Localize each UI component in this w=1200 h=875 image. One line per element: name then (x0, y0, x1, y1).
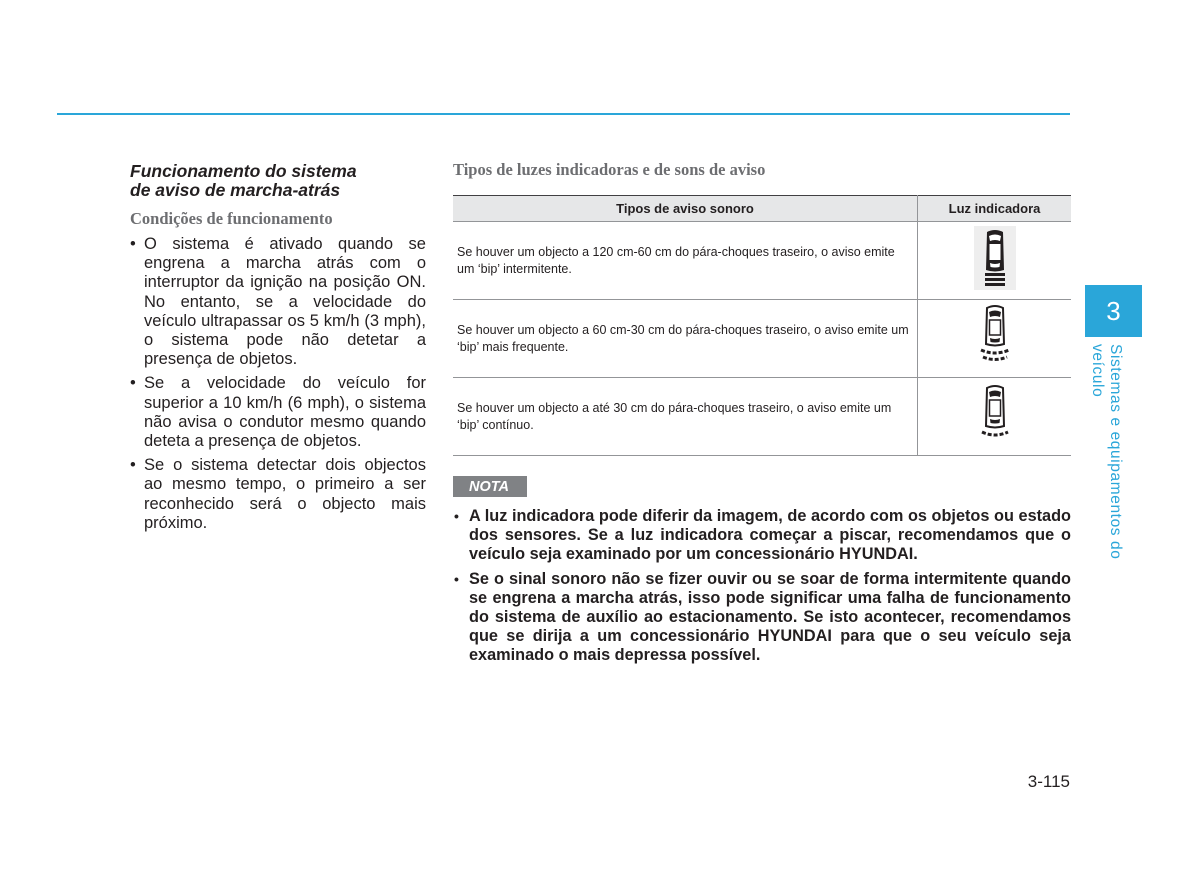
table-title: Tipos de luzes indicadoras e de sons de aviso (453, 160, 766, 179)
note-badge: NOTA (453, 476, 527, 497)
rear-sensor-far-icon (973, 226, 1017, 290)
chapter-number-tab: 3 (1085, 285, 1142, 337)
table-header-row (453, 196, 1071, 222)
table-cell-description: Se houver um objecto a até 30 cm do pára-choques traseiro, o aviso emite um ‘bip’ contínuo. (453, 378, 918, 456)
header-indicator: Luz indicadora (918, 196, 1072, 222)
left-column (130, 162, 426, 538)
table-row (453, 300, 1071, 378)
subtitle: Condições de funcionamento (130, 209, 333, 228)
note-list (453, 507, 1071, 666)
warning-table (453, 195, 1071, 456)
table-cell-description: Se houver um objecto a 60 cm-30 cm do pára-choques traseiro, o aviso emite um ‘bip’ mais frequente. (453, 300, 918, 378)
page-number: 3-115 (1027, 772, 1070, 791)
table-cell-indicator (918, 222, 1072, 300)
list-item: • A luz indicadora pode diferir da imagem, de acordo com os objetos ou estado dos sensores. Se a luz indicadora começar a piscar, recomendamos que o veículo seja examinado por um concessionário HYUNDAI. (453, 507, 1071, 565)
list-item: • Se a velocidade do veículo for superior a 10 km/h (6 mph), o sistema não avisa o condutor mesmo quando deteta a presença de objetos. (130, 374, 426, 451)
list-item: • O sistema é ativado quando se engrena a marcha atrás com o interruptor da ignição na posição ON. No entanto, se a velocidade do veículo ultrapassar os 5 km/h (3 mph), o sistema pode não detetar a presença de objetos. (130, 235, 426, 369)
header-sound-type: Tipos de aviso sonoro (453, 196, 918, 222)
table-cell-description: Se houver um objecto a 120 cm-60 cm do pára-choques traseiro, o aviso emite um ‘bip’ intermitente. (453, 222, 918, 300)
table-row (453, 222, 1071, 300)
table-cell-indicator (918, 300, 1072, 378)
table-cell-indicator (918, 378, 1072, 456)
conditions-list (130, 235, 426, 533)
table-row (453, 378, 1071, 456)
section-title (130, 162, 426, 200)
top-rule (57, 113, 1070, 115)
list-item: • Se o sistema detectar dois objectos ao mesmo tempo, o primeiro a ser reconhecido será o objecto mais próximo. (130, 456, 426, 533)
right-column (453, 160, 1071, 671)
rear-sensor-near-icon (973, 382, 1017, 446)
chapter-title: Sistemas e equipamentos do veículo (1089, 344, 1124, 560)
rear-sensor-mid-icon (973, 304, 1017, 368)
section-title-line1: Funcionamento do sistema (130, 161, 357, 181)
section-title-line2: de aviso de marcha-atrás (130, 180, 341, 200)
list-item: • Se o sinal sonoro não se fizer ouvir ou se soar de forma intermitente quando se engrena a marcha atrás, isso pode significar uma falha de funcionamento do sistema de auxílio ao estacionamento. Se isto acontecer, recomendamos que se dirija a um concessionário HYUNDAI para que o seu veículo seja examinado o mais depressa possível. (453, 570, 1071, 666)
